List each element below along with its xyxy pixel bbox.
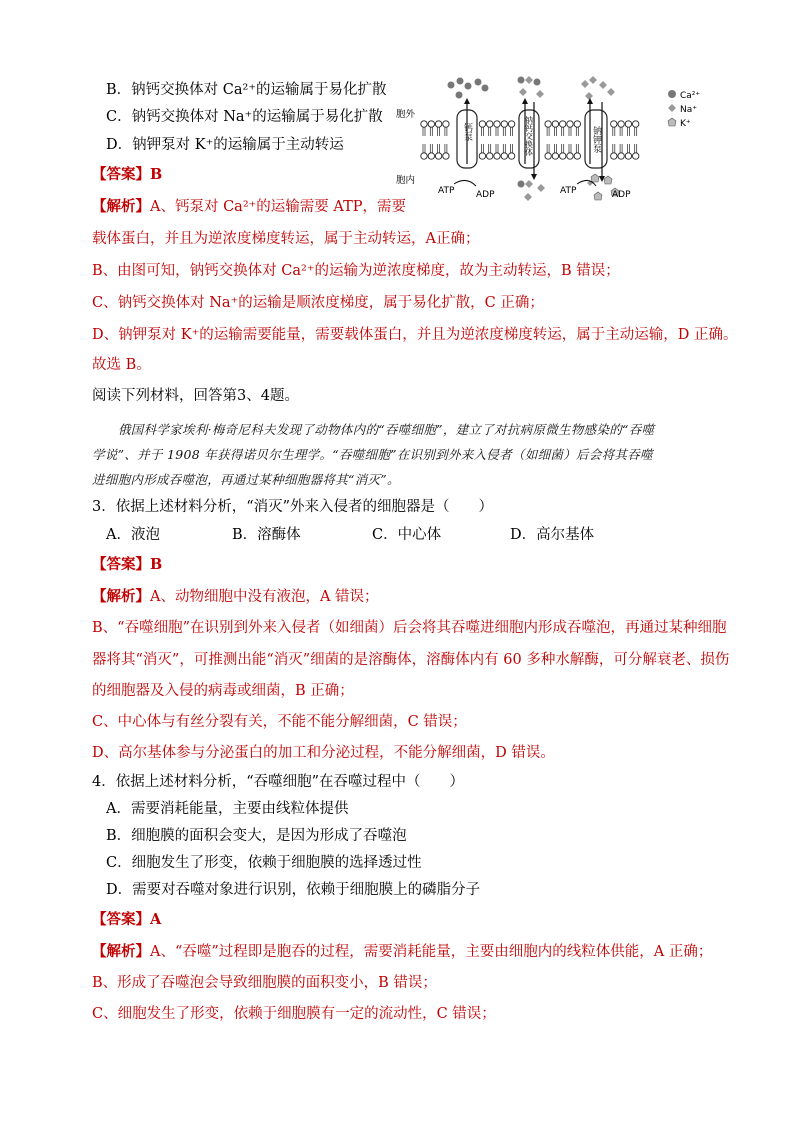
analysis-text: A、“吞噬”过程即是胞吞的过程，需要消耗能量，主要由细胞内的线粒体供能，A 正确； <box>150 944 713 960</box>
atp-label-1: ATP <box>438 186 455 196</box>
na-ion <box>537 184 545 192</box>
q2-option-d: D．钠钾泵对 K⁺的运输属于主动转运 <box>106 137 344 153</box>
q4-option-a: A．需要消耗能量，主要由线粒体提供 <box>106 801 349 817</box>
na-ion <box>525 180 533 188</box>
q3-analysis-a <box>92 587 379 607</box>
phospholipid-outer <box>435 121 441 136</box>
phospholipid-inner <box>508 144 514 159</box>
ca-ion <box>518 77 525 84</box>
phospholipid-outer <box>421 121 427 136</box>
atp-conversion-arrow <box>454 180 476 186</box>
q4-option-b: B．细胞膜的面积会变大，是因为形成了吞噬泡 <box>106 828 407 844</box>
q2-analysis-a-line1 <box>92 197 406 217</box>
q3-stem: 3．依据上述材料分析，“消灭”外来入侵者的细胞器是（ ） <box>92 499 494 515</box>
analysis-text: A、钙泵对 Ca²⁺的运输需要 ATP，需要 <box>150 199 407 215</box>
k-ion <box>604 176 612 184</box>
phospholipid-inner <box>501 144 507 159</box>
phospholipid-inner <box>633 144 639 159</box>
passage-line: 进细胞内形成吞噬泡，再通过某种细胞器将其“消灭”。 <box>92 472 400 487</box>
legend-na: Na⁺ <box>680 105 697 115</box>
phospholipid-outer <box>508 121 514 136</box>
legend-k-marker <box>668 118 676 126</box>
q4-option-d: D．需要对吞噬对象进行识别，依赖于细胞膜上的磷脂分子 <box>106 882 481 898</box>
phospholipid-inner <box>545 144 551 159</box>
phospholipid-inner <box>574 144 580 159</box>
na-ion <box>589 76 597 84</box>
answer-value: B <box>150 556 163 573</box>
exchanger-label: 钠钙交换体 <box>524 116 534 156</box>
q3-analysis-d: D、高尔基体参与分泌蛋白的加工和分泌过程，不能分解细菌，D 错误。 <box>92 745 555 761</box>
adp-label-1: ADP <box>476 190 495 200</box>
phospholipid-inner <box>567 144 573 159</box>
phospholipid-outer <box>487 121 493 136</box>
phospholipid-outer <box>479 121 485 136</box>
k-ion <box>591 174 599 182</box>
phospholipid-outer <box>501 121 507 136</box>
phospholipid-inner <box>428 144 434 159</box>
passage-line: 学说”、并于 1908 年获得诺贝尔生理学。“吞噬细胞”在识别到外来入侵者（如细菌）后会将其吞噬 <box>92 447 653 462</box>
legend-k: K⁺ <box>680 119 691 129</box>
q3-analysis-b-line2: 器将其“消灭”，可推测出能“消灭”细菌的是溶酶体，溶酶体内有 60 多种水解酶，可分解衰老、损伤 <box>92 652 730 668</box>
na-ion <box>519 88 527 96</box>
legend-na-marker <box>668 104 676 112</box>
q2-answer <box>92 165 162 185</box>
outside-label: 胞外 <box>396 109 416 120</box>
na-ion <box>524 193 532 201</box>
na-k-pump-label: 钠钾泵 <box>591 126 601 153</box>
q4-option-c: C．细胞发生了形变，依赖于细胞膜的选择透过性 <box>106 855 422 871</box>
analysis-tag: 【解析】 <box>92 943 150 960</box>
q4-analysis-c: C、细胞发生了形变，依赖于细胞膜有一定的流动性，C 错误； <box>92 1006 496 1022</box>
q2-analysis-a-line2: 载体蛋白，并且为逆浓度梯度转运，属于主动转运，A正确； <box>92 231 480 247</box>
q3-analysis-c: C、中心体与有丝分裂有关，不能不能分解细菌，C 错误； <box>92 714 467 730</box>
legend-ca: Ca²⁺ <box>680 91 701 101</box>
calcium-pump-label: 钙泵 <box>462 123 472 141</box>
q2-option-c: C．钠钙交换体对 Na⁺的运输属于易化扩散 <box>106 109 383 125</box>
phospholipid-inner <box>487 144 493 159</box>
ca-ion <box>518 181 525 188</box>
ca-ion <box>465 83 472 90</box>
phospholipid-outer <box>567 121 573 136</box>
ca-ion <box>482 85 489 92</box>
q3-option-d: D．高尔基体 <box>510 527 595 543</box>
na-ion <box>607 88 615 96</box>
phospholipid-outer <box>494 121 500 136</box>
ca-ion <box>448 82 455 89</box>
phospholipid-inner <box>479 144 485 159</box>
k-ion <box>594 192 602 200</box>
q3-option-b: B．溶酶体 <box>232 527 301 543</box>
membrane-transport-diagram <box>394 72 724 212</box>
analysis-tag: 【解析】 <box>92 198 150 215</box>
ca-ion <box>534 79 541 86</box>
na-ion <box>585 92 593 100</box>
arrowhead <box>531 174 537 180</box>
answer-value: B <box>150 166 163 183</box>
phospholipid-inner <box>625 144 631 159</box>
phospholipid-outer <box>552 121 558 136</box>
phospholipid-outer <box>625 121 631 136</box>
passage-line: 俄国科学家埃利·梅奇尼科夫发现了动物体内的“吞噬细胞”，建立了对抗病原微生物感染的“吞噬 <box>118 422 655 437</box>
answer-tag: 【答案】 <box>92 166 150 183</box>
na-ion <box>536 90 544 98</box>
q2-option-b: B．钠钙交换体对 Ca²⁺的运输属于易化扩散 <box>106 82 387 98</box>
phospholipid-inner <box>435 144 441 159</box>
q3-analysis-b-line3: 的细胞器及入侵的病毒或细菌，B 正确； <box>92 683 354 699</box>
phospholipid-outer <box>611 121 617 136</box>
q3-option-c: C．中心体 <box>372 527 442 543</box>
q4-analysis-a <box>92 942 712 962</box>
q2-analysis-c: C、钠钙交换体对 Na⁺的运输是顺浓度梯度，属于易化扩散，C 正确； <box>92 295 544 311</box>
analysis-tag: 【解析】 <box>92 588 150 605</box>
na-ion <box>599 81 607 89</box>
answer-tag: 【答案】 <box>92 911 150 928</box>
ca-ion <box>456 92 463 99</box>
inside-label: 胞内 <box>396 175 416 186</box>
q3-analysis-b-line1: B、“吞噬细胞”在识别到外来入侵者（如细菌）后会将其吞噬进细胞内形成吞噬泡，再通过某种细胞 <box>92 620 727 636</box>
phospholipid-outer <box>618 121 624 136</box>
analysis-text: A、动物细胞中没有液泡，A 错误； <box>150 589 379 605</box>
q3-option-a: A．液泡 <box>106 527 160 543</box>
phospholipid-outer <box>633 121 639 136</box>
q2-analysis-d: D、钠钾泵对 K⁺的运输需要能量，需要载体蛋白，并且为逆浓度梯度转运，属于主动运输，D 正确。 <box>92 327 738 343</box>
arrowhead <box>464 98 470 104</box>
atp-label-2: ATP <box>560 186 577 196</box>
ca-ion <box>457 78 464 85</box>
phospholipid-inner <box>421 144 427 159</box>
phospholipid-inner <box>552 144 558 159</box>
legend-ca-marker <box>668 90 676 98</box>
phospholipid-outer <box>545 121 551 136</box>
q2-analysis-b: B、由图可知，钠钙交换体对 Ca²⁺的运输为逆浓度梯度，故为主动转运，B 错误； <box>92 263 620 279</box>
phospholipid-inner <box>494 144 500 159</box>
phospholipid-inner <box>618 144 624 159</box>
ca-ion <box>475 79 482 86</box>
passage-text <box>92 417 712 492</box>
q3-options <box>106 525 594 545</box>
q2-conclusion: 故选 B。 <box>92 357 151 373</box>
phospholipid-outer <box>574 121 580 136</box>
phospholipid-inner <box>560 144 566 159</box>
na-ion <box>581 80 589 88</box>
phospholipid-inner <box>443 144 449 159</box>
phospholipid-inner <box>611 144 617 159</box>
adp-label-2: ADP <box>612 190 631 200</box>
answer-value: A <box>150 911 162 928</box>
passage-intro: 阅读下列材料，回答第3、4题。 <box>92 388 299 404</box>
phospholipid-outer <box>443 121 449 136</box>
arrowhead <box>522 98 528 104</box>
phospholipid-outer <box>428 121 434 136</box>
q4-answer <box>92 910 161 930</box>
answer-tag: 【答案】 <box>92 556 150 573</box>
q3-answer <box>92 555 162 575</box>
q4-analysis-b: B、形成了吞噬泡会导致细胞膜的面积变小，B 错误； <box>92 975 437 991</box>
phospholipid-outer <box>560 121 566 136</box>
na-ion <box>525 76 533 84</box>
q4-stem: 4．依据上述材料分析，“吞噬细胞”在吞噬过程中（ ） <box>92 774 465 790</box>
